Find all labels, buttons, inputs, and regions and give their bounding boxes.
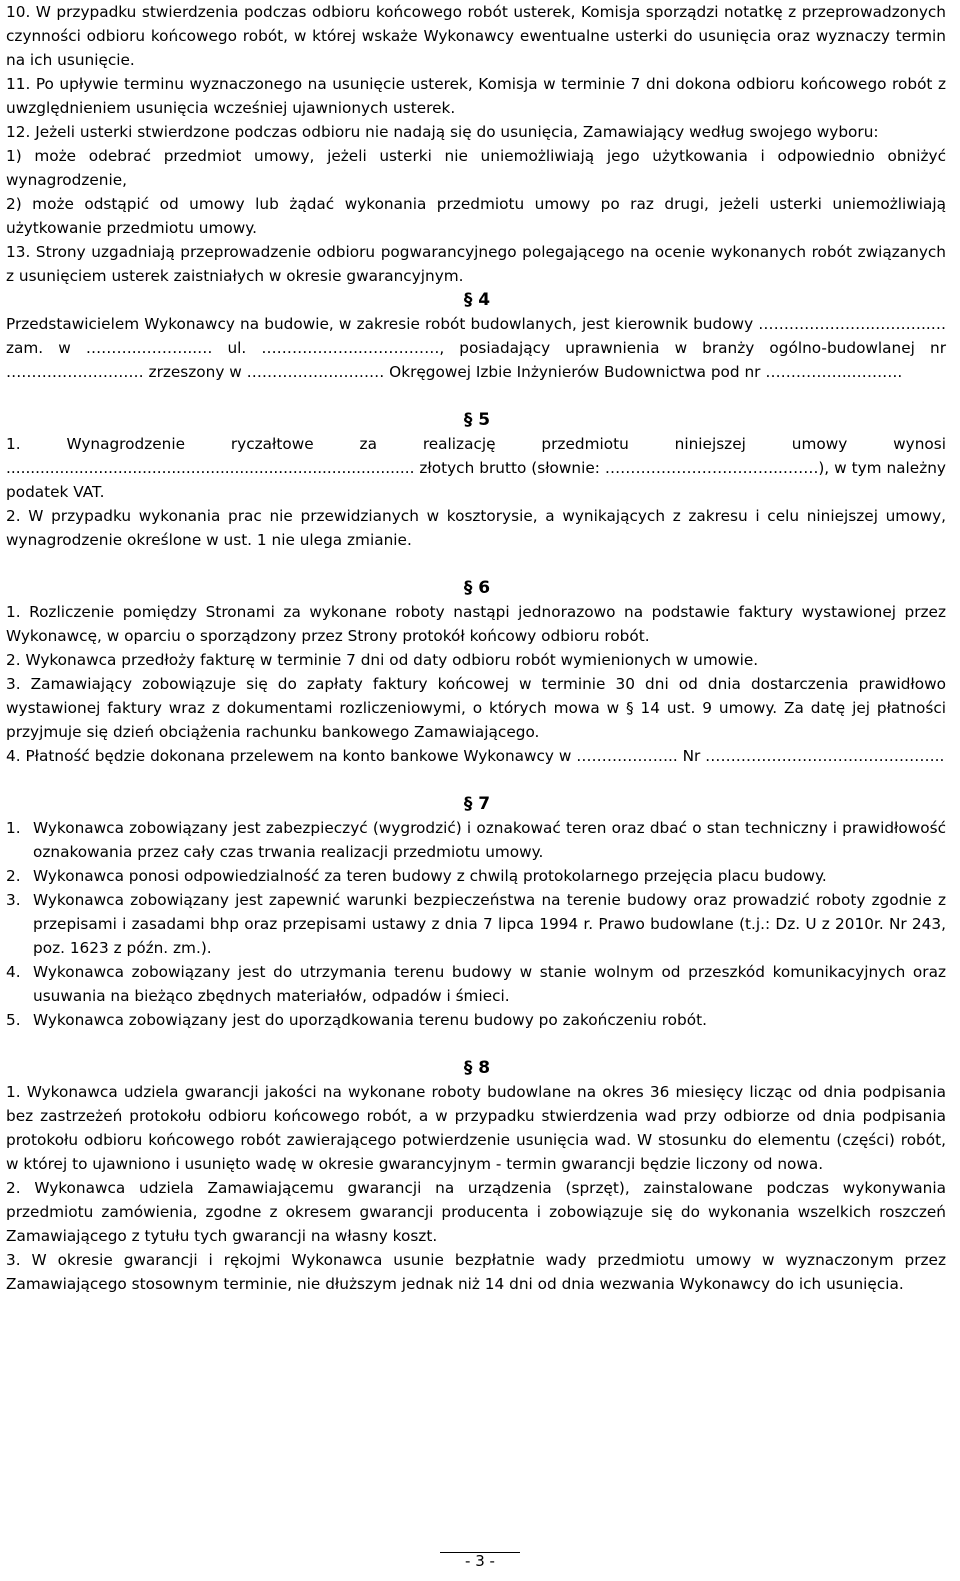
list-item-text: Wykonawca zobowiązany jest zapewnić warunki bezpieczeństwa na terenie budowy oraz prowadzić roboty zgodnie z przepisami i zasadami bhp oraz przepisami ustawy z dnia 7 lipca 1994 r. Prawo budowlane (t.j.: Dz. U z 2010r. Nr 243, poz. 1623 z późn. zm.). <box>33 891 946 957</box>
list-item <box>6 888 946 960</box>
section-heading-7: § 7 <box>463 794 491 814</box>
section-6-paragraph-2: 2. Wykonawca przedłoży fakturę w terminie 7 dni od daty odbioru robót wymienionych w umowie. <box>6 651 759 669</box>
list-item-text: Wykonawca zobowiązany jest do utrzymania terenu budowy w stanie wolnym od przeszkód komunikacyjnych oraz usuwania na bieżąco zbędnych materiałów, odpadów i śmieci. <box>33 963 946 1005</box>
paragraph-12: 12. Jeżeli usterki stwierdzone podczas odbioru nie nadają się do usunięcia, Zamawiający według swojego wyboru: <box>6 123 879 141</box>
list-item-number: 5. <box>6 1011 21 1029</box>
section-7-list <box>6 816 946 1032</box>
section-6-paragraph-4: 4. Płatność będzie dokonana przelewem na konto bankowe Wykonawcy w ……………….. Nr ……………………………………….. <box>6 747 945 765</box>
section-5-paragraph-1: 1. Wynagrodzenie ryczałtowe za realizację przedmiotu niniejszej umowy wynosi .................................................................................... złotych brutto (słownie: ……………………………..…….), w tym należny podatek VAT. <box>6 435 946 501</box>
list-item <box>6 1008 946 1032</box>
page-number: - 3 - <box>465 1552 495 1570</box>
section-6-paragraph-1: 1. Rozliczenie pomiędzy Stronami za wykonane roboty nastąpi jednorazowo na podstawie faktury wystawionej przez Wykonawcę, w oparciu o sporządzony przez Strony protokół końcowy odbioru robót. <box>6 603 946 645</box>
section-8-paragraph-3: 3. W okresie gwarancji i rękojmi Wykonawca usunie bezpłatnie wady przedmiotu umowy w wyznaczonym przez Zamawiającego stosownym terminie, nie dłuższym jednak niż 14 dni od dnia wezwania Wykonawcy do ich usunięcia. <box>6 1251 946 1293</box>
paragraph-10: 10. W przypadku stwierdzenia podczas odbioru końcowego robót usterek, Komisja sporządzi notatkę z przeprowadzonych czynności odbioru końcowego robót, w której wskaże Wykonawcy ewentualne usterki do usunięcia oraz wyznaczy termin na ich usunięcie. <box>6 3 946 69</box>
document-page <box>6 0 946 1296</box>
list-item-number: 4. <box>6 963 21 981</box>
list-item-text: Wykonawca zobowiązany jest do uporządkowania terenu budowy po zakończeniu robót. <box>33 1011 707 1029</box>
section-5-paragraph-2: 2. W przypadku wykonania prac nie przewidzianych w kosztorysie, a wynikających z zakresu i celu niniejszej umowy, wynagrodzenie określone w ust. 1 nie ulega zmianie. <box>6 507 946 549</box>
list-item <box>6 960 946 1008</box>
list-item <box>6 816 946 864</box>
section-6-paragraph-3: 3. Zamawiający zobowiązuje się do zapłaty faktury końcowej w terminie 30 dni od dnia dostarczenia prawidłowo wystawionej faktury wraz z dokumentami rozliczeniowymi, o których mowa w § 14 ust. 9 umowy. Za datę jej płatności przyjmuje się dzień obciążenia rachunku bankowego Zamawiającego. <box>6 675 946 741</box>
list-item-text: Wykonawca ponosi odpowiedzialność za teren budowy z chwilą protokolarnego przejęcia placu budowy. <box>33 867 827 885</box>
list-item-text: Wykonawca zobowiązany jest zabezpieczyć (wygrodzić) i oznakować teren oraz dbać o stan techniczny i prawidłowość oznakowania przez cały czas trwania realizacji przedmiotu umowy. <box>33 819 946 861</box>
list-item <box>6 864 946 888</box>
paragraph-12-option-2: 2) może odstąpić od umowy lub żądać wykonania przedmiotu umowy po raz drugi, jeżeli usterki uniemożliwiają użytkowanie przedmiotu umowy. <box>6 195 946 237</box>
paragraph-13: 13. Strony uzgadniają przeprowadzenie odbioru pogwarancyjnego polegającego na ocenie wykonanych robót związanych z usunięciem usterek zaistniałych w okresie gwarancyjnym. <box>6 243 946 285</box>
section-8-paragraph-2: 2. Wykonawca udziela Zamawiającemu gwarancji na urządzenia (sprzęt), zainstalowane podczas wykonywania przedmiotu zamówienia, zgodne z okresem gwarancji producenta i zobowiązuje się do wykonania wszelkich roszczeń Zamawiającego z tytułu tych gwarancji na własny koszt. <box>6 1179 946 1245</box>
paragraph-11: 11. Po upływie terminu wyznaczonego na usunięcie usterek, Komisja w terminie 7 dni dokona odbioru końcowego robót z uwzględnieniem usunięcia wcześniej ujawnionych usterek. <box>6 75 946 117</box>
list-item-number: 1. <box>6 819 21 837</box>
list-item-number: 3. <box>6 891 21 909</box>
section-heading-5: § 5 <box>463 410 491 430</box>
paragraph-12-option-1: 1) może odebrać przedmiot umowy, jeżeli usterki nie uniemożliwiają jego użytkowania i odpowiednio obniżyć wynagrodzenie, <box>6 147 946 189</box>
section-8-paragraph-1: 1. Wykonawca udziela gwarancji jakości na wykonane roboty budowlane na okres 36 miesięcy licząc od dnia podpisania bez zastrzeżeń protokołu odbioru końcowego robót, a w przypadku stwierdzenia wad przy odbiorze od dnia podpisania protokołu odbioru końcowego robót zawierającego potwierdzenie usunięcia wad. W stosunku do elementu (części) robót, w której to ujawniono i usunięto wadę w okresie gwarancyjnym - termin gwarancji będzie liczony od nowa. <box>6 1083 946 1173</box>
section-4-paragraph: Przedstawicielem Wykonawcy na budowie, w zakresie robót budowlanych, jest kierownik budowy …………………..………..… zam. w ………..………..… ul. ………………..……………, posiadający uprawnienia w branży ogólno-budowlanej nr ……………………… zrzeszony w ……………………… Okręgowej Izbie Inżynierów Budownictwa pod nr ……………..………. <box>6 315 946 381</box>
section-heading-4: § 4 <box>463 290 491 310</box>
list-item-number: 2. <box>6 867 21 885</box>
section-heading-8: § 8 <box>463 1058 491 1078</box>
section-heading-6: § 6 <box>463 578 491 598</box>
